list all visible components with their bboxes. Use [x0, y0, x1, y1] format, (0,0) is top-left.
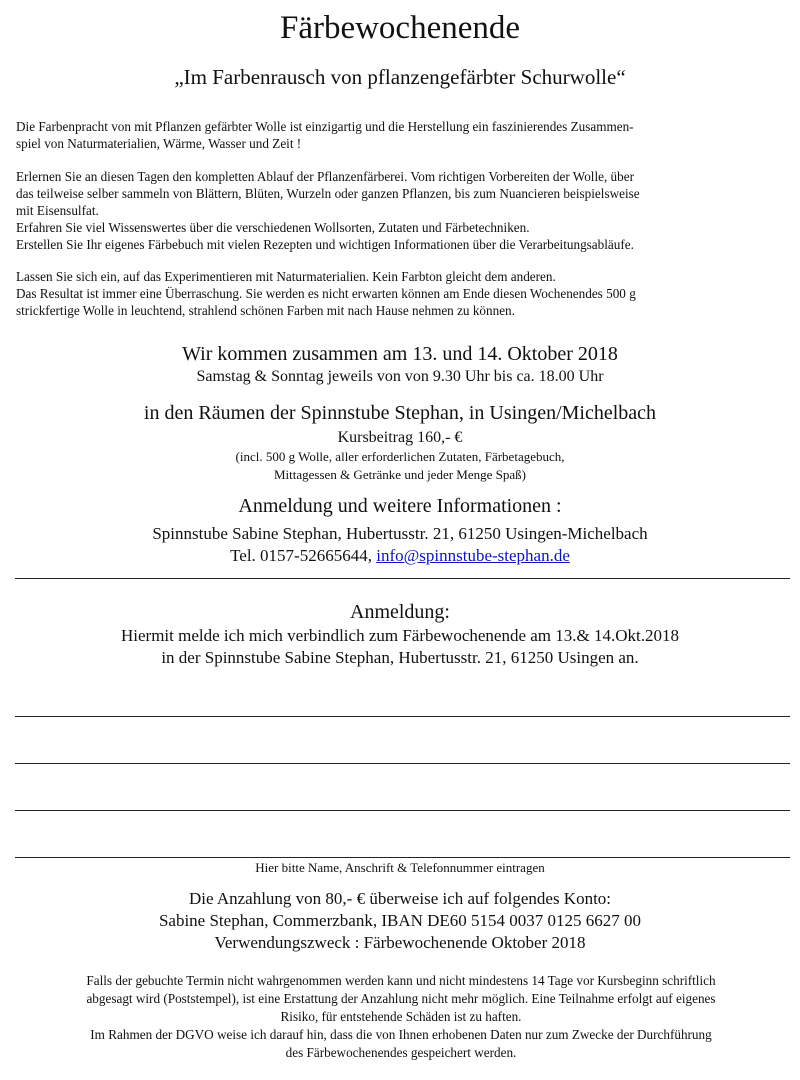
fill-in-line-2[interactable] — [15, 763, 790, 764]
fill-in-hint: Hier bitte Name, Anschrift & Telefonnummer eintragen — [255, 860, 545, 875]
intro-line: das teilweise selber sammeln von Blättern, Blüten, Wurzeln oder ganzen Pflanzen, bis zum Nuancieren beispielsweise — [16, 186, 640, 201]
terms-line: Risiko, für entstehende Schäden ist zu haften. — [280, 1009, 522, 1024]
terms-paragraph — [16, 972, 786, 1062]
contact-phone: Tel. 0157-52665644, — [230, 546, 377, 565]
intro-line: Erfahren Sie viel Wissenswertes über die verschiedenen Wollsorten, Zutaten und Färbetechniken. — [16, 220, 530, 235]
registration-heading: Anmeldung: — [350, 601, 450, 623]
intro-paragraph-2 — [16, 168, 786, 253]
terms-line: Im Rahmen der DGVO weise ich darauf hin, dass die von Ihnen erhobenen Daten nur zum Zwecke der Durchführung — [90, 1027, 712, 1042]
intro-paragraph-1 — [16, 118, 786, 152]
intro-line: spiel von Naturmaterialien, Wärme, Wasser und Zeit ! — [16, 136, 302, 151]
date-heading: Wir kommen zusammen am 13. und 14. Oktober 2018 — [182, 343, 618, 365]
intro-paragraph-3 — [16, 268, 786, 319]
terms-line: des Färbewochenendes gespeichert werden. — [285, 1045, 517, 1060]
contact-line — [0, 545, 800, 566]
course-fee: Kursbeitrag 160,- € — [337, 429, 463, 446]
email-link[interactable]: info@spinnstube-stephan.de — [376, 546, 570, 565]
info-heading: Anmeldung und weitere Informationen : — [238, 495, 562, 517]
intro-line: Lassen Sie sich ein, auf das Experimentieren mit Naturmaterialien. Kein Farbton gleicht dem anderen. — [16, 269, 556, 284]
location-heading: in den Räumen der Spinnstube Stephan, in Usingen/Michelbach — [143, 402, 657, 424]
section-divider — [15, 578, 790, 579]
fill-in-line-3[interactable] — [15, 810, 790, 811]
intro-line: Die Farbenpracht von mit Pflanzen gefärbter Wolle ist einzigartig und die Herstellung ein faszinierendes Zusammen- — [16, 119, 634, 134]
intro-line: Das Resultat ist immer eine Überraschung. Sie werden es nicht erwarten können am Ende diesen Wochenendes 500 g — [16, 286, 636, 301]
registration-line-2: in der Spinnstube Sabine Stephan, Hubertusstr. 21, 61250 Usingen an. — [161, 648, 639, 667]
fill-in-line-1[interactable] — [15, 716, 790, 717]
fee-includes-line-1: (incl. 500 g Wolle, aller erforderlichen Zutaten, Färbetagebuch, — [235, 449, 565, 464]
page-title: Färbewochenende — [279, 10, 521, 46]
fill-in-line-4[interactable] — [15, 857, 790, 858]
deposit-line-2: Sabine Stephan, Commerzbank, IBAN DE60 5154 0037 0125 6627 00 — [158, 911, 642, 930]
terms-line: abgesagt wird (Poststempel), ist eine Erstattung der Anzahlung nicht mehr möglich. Eine Teilnahme erfolgt auf eigenes — [86, 991, 716, 1006]
page-subtitle: „Im Farbenrausch von pflanzengefärbter Schurwolle“ — [174, 65, 626, 89]
registration-line-1: Hiermit melde ich mich verbindlich zum Färbewochenende am 13.& 14.Okt.2018 — [120, 626, 680, 645]
contact-address: Spinnstube Sabine Stephan, Hubertusstr. 21, 61250 Usingen-Michelbach — [152, 524, 648, 543]
intro-line: strickfertige Wolle in leuchtend, strahlend schönen Farben mit nach Hause nehmen zu können. — [16, 303, 515, 318]
date-times: Samstag & Sonntag jeweils von von 9.30 Uhr bis ca. 18.00 Uhr — [196, 368, 604, 385]
intro-line: Erlernen Sie an diesen Tagen den kompletten Ablauf der Pflanzenfärberei. Vom richtigen Vorbereiten der Wolle, über — [16, 169, 634, 184]
intro-line: Erstellen Sie Ihr eigenes Färbebuch mit vielen Rezepten und wichtigen Informationen über die Verarbeitungsabläufe. — [16, 237, 634, 252]
terms-line: Falls der gebuchte Termin nicht wahrgenommen werden kann und nicht mindestens 14 Tage vor Kursbeginn schriftlich — [86, 973, 716, 988]
deposit-line-3: Verwendungszweck : Färbewochenende Oktober 2018 — [214, 933, 586, 952]
intro-line: mit Eisensulfat. — [16, 203, 99, 218]
deposit-line-1: Die Anzahlung von 80,- € überweise ich auf folgendes Konto: — [188, 889, 612, 908]
fee-includes-line-2: Mittagessen & Getränke und jeder Menge Spaß) — [274, 467, 526, 482]
